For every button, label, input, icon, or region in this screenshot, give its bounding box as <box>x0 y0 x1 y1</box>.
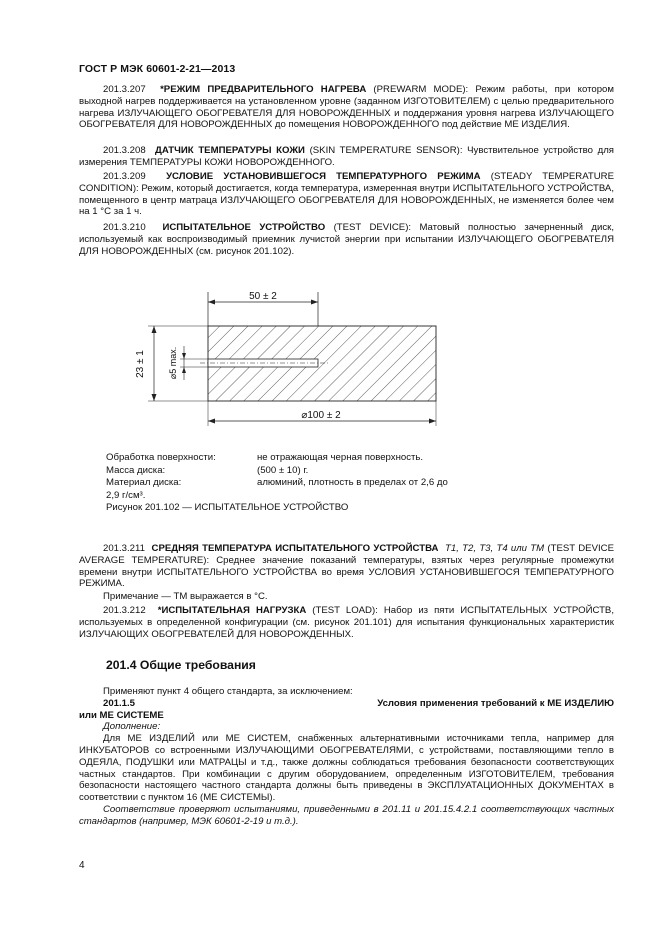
document-header: ГОСТ Р МЭК 60601-2-21—2013 <box>79 63 236 75</box>
term: *РЕЖИМ ПРЕДВАРИТЕЛЬНОГО НАГРЕВА <box>160 84 367 95</box>
subclause-title-cont: или МЕ СИСТЕМЕ <box>79 709 164 721</box>
addition-body: Для МЕ ИЗДЕЛИЙ или МЕ СИСТЕМ, снабженных альтернативными источниками тепла, например для ИНКУБАТОРОВ со встроенными ИЗЛУЧАЮЩИМИ ОБОГРЕВАТЕЛЯМИ, с устройствами, поставляющими тепло в ОДЕЯЛА, ПОДУШКИ или МАТРАЦЫ и т.д., также должны соблюдаться требования безопасности соответствующих частных стандартов. При комбинации с другим оборудованием, определенным ИЗГОТОВИТЕЛЕМ, требования безопасности настоящего частного стандарта должны быть приведены в ЭКСПЛУАТАЦИОННЫХ ДОКУМЕНТАХ в соответствии с пунктом 16 (МЕ СИСТЕМЫ). <box>79 733 614 804</box>
definition-text: (TEST DEVICE): Матовый полностью зачерненный диск, используемый как воспроизводимый приемник лучистой энергии при испытании ИЗЛУЧАЮЩЕГО ОБОГРЕВАТЕЛЯ ДЛЯ НОВОРОЖДЕННЫХ (см. рисунок 201.102). <box>79 222 614 257</box>
term: СРЕДНЯЯ ТЕМПЕРАТУРА ИСПЫТАТЕЛЬНОГО УСТРОЙСТВА <box>151 543 439 554</box>
dimension-bottom-label: ⌀100 ± 2 <box>301 410 341 421</box>
definition-text: (TEST LOAD): Набор из пяти ИСПЫТАТЕЛЬНЫХ УСТРОЙСТВ, используемых в определенной конфигурации (см. рисунок 201.101) для испытания функциональных характеристик ИЗЛУЧАЮЩИХ ОБОГРЕВАТЕЛЕЙ ДЛЯ НОВОРОЖДЕННЫХ. <box>79 605 614 640</box>
page-number: 4 <box>79 860 85 871</box>
note: Примечание — TM выражается в °С. <box>103 591 268 603</box>
spec-key: Обработка поверхности: <box>106 452 216 463</box>
clause-number: 201.3.208 <box>103 145 146 156</box>
figure-caption: Рисунок 201.102 — ИСПЫТАТЕЛЬНОЕ УСТРОЙСТВО <box>106 502 349 513</box>
section-body <box>79 686 614 828</box>
spec-key: Материал диска: <box>106 477 182 488</box>
figure-specs <box>106 452 448 515</box>
definition-201-3-210 <box>79 222 614 257</box>
definition-text: (STEADY TEMPERATURE CONDITION): Режим, который достигается, когда температура, измеренная внутри ИСПЫТАТЕЛЬНОГО УСТРОЙСТВА, помещенного в центр матраца ИЗЛУЧАЮЩЕГО ОБОГРЕВАТЕЛЯ ДЛЯ НОВОРОЖДЕННЫХ, не изменяется более чем на 1 °С за 1 ч. <box>79 171 614 218</box>
subclause-heading <box>79 698 614 710</box>
clause-number: 201.3.212 <box>103 605 146 616</box>
spec-row <box>106 452 448 465</box>
term: УСЛОВИЕ УСТАНОВИВШЕГОСЯ ТЕМПЕРАТУРНОГО РЕЖИМА <box>166 171 481 182</box>
definition-text: (SKIN TEMPERATURE SENSOR): Чувствительное устройство для измерения ТЕМПЕРАТУРЫ КОЖИ НОВОРОЖДЕННОГО. <box>79 145 614 168</box>
definition-201-3-208 <box>79 145 614 169</box>
test-device-drawing <box>120 284 450 434</box>
definition-text: (PREWARM MODE): Режим работы, при котором выходной нагрев поддерживается на установленном уровне (заданном ИЗГОТОВИТЕЛЕМ) с целью предварительного нагрева ИЗЛУЧАЮЩЕГО ОБОГРЕВАТЕЛЯ ДЛЯ НОВОРОЖДЕННЫХ и поддержания уровня нагрева ИЗЛУЧАЮЩЕГО ОБОГРЕВАТЕЛЯ ДЛЯ НОВОРОЖДЕННЫХ до помещения НОВОРОЖДЕННОГО под действие МЕ ИЗДЕЛИЯ. <box>79 84 614 131</box>
variables: T1, T2, T3, T4 или TM <box>445 543 545 554</box>
dimension-left-label: 23 ± 1 <box>135 350 146 378</box>
spec-row <box>106 477 448 490</box>
clause-number: 201.3.210 <box>103 222 146 233</box>
definition-201-3-211 <box>79 543 614 603</box>
clause-number: 201.3.207 <box>103 84 146 95</box>
definition-201-3-212 <box>79 605 614 640</box>
spec-value: не отражающая черная поверхность. <box>257 452 424 463</box>
spec-row <box>106 465 448 478</box>
definition-text: (TEST DEVICE AVERAGE TEMPERATURE): Среднее значение показаний температуры, взятых через регулярные промежутки времени внутри ИСПЫТАТЕЛЬНОГО УСТРОЙСТВА во время УСЛОВИЯ УСТАНОВИВШЕГОСЯ ТЕМПЕРАТУРНОГО РЕЖИМА. <box>79 543 614 590</box>
dimension-top-label: 50 ± 2 <box>249 291 277 302</box>
section-intro: Применяют пункт 4 общего стандарта, за исключением: <box>103 686 353 697</box>
addition-label: Дополнение: <box>103 721 161 733</box>
compliance-text: Соответствие проверяют испытаниями, приведенными в 201.11 и 201.15.4.2.1 соответствующих частных стандартов (например, МЭК 60601-2-19 и т.д.). <box>79 803 614 827</box>
term: ДАТЧИК ТЕМПЕРАТУРЫ КОЖИ <box>155 145 305 156</box>
clause-number: 201.3.209 <box>103 171 146 182</box>
subclause-title: Условия применения требований к МЕ ИЗДЕЛИЮ <box>377 697 614 709</box>
clause-number: 201.3.211 <box>103 543 145 554</box>
spec-value: алюминий, плотность в пределах от 2,6 до <box>257 477 448 488</box>
definition-201-3-209 <box>79 171 614 218</box>
section-title: 201.4 Общие требования <box>106 658 256 672</box>
spec-key: Масса диска: <box>106 464 166 476</box>
definition-201-3-207 <box>79 84 614 131</box>
dimension-hole-label: ⌀5 max. <box>168 346 178 380</box>
subclause-number: 201.1.5 <box>103 697 136 709</box>
term: *ИСПЫТАТЕЛЬНАЯ НАГРУЗКА <box>157 605 307 616</box>
spec-value: (500 ± 10) г. <box>257 464 309 476</box>
term: ИСПЫТАТЕЛЬНОЕ УСТРОЙСТВО <box>162 222 326 233</box>
spec-continuation: 2,9 г/см³. <box>106 489 146 501</box>
